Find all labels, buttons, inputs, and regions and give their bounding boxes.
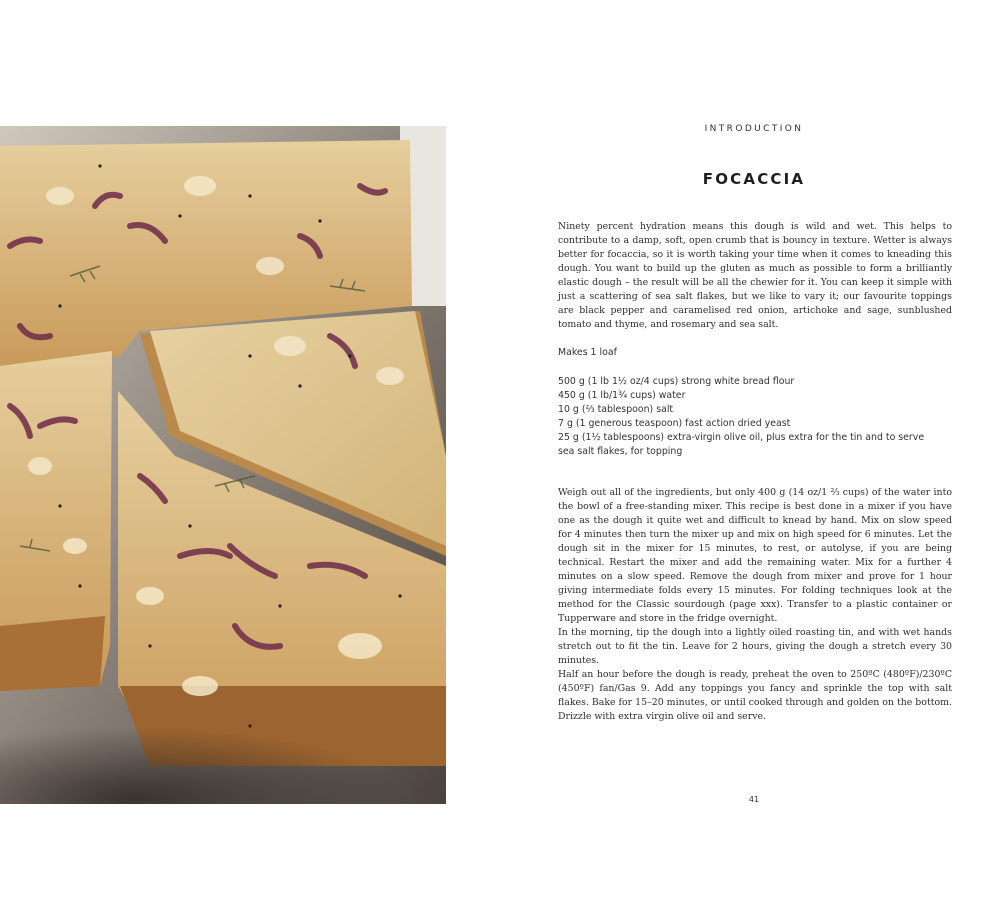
ingredient-item: 500 g (1 lb 1½ oz/4 cups) strong white bread flour: [558, 376, 795, 387]
method-step: In the morning, tip the dough into a lightly oiled roasting tin, and with wet hands stretch out to fit the tin. Leave for 2 hours, giving the dough a stretch every 30 minutes.: [558, 627, 952, 666]
ingredient-item: 25 g (1½ tablespoons) extra-virgin olive oil, plus extra for the tin and to serve: [558, 432, 925, 443]
ingredient-item: 10 g (⅔ tablespoon) salt: [558, 404, 674, 415]
section-label: INTRODUCTION: [704, 124, 804, 134]
ingredient-item: 450 g (1 lb/1¾ cups) water: [558, 390, 686, 401]
focaccia-photo: [0, 126, 446, 804]
ingredient-item: sea salt flakes, for topping: [558, 446, 683, 457]
method-step: Weigh out all of the ingredients, but only 400 g (14 oz/1 ⅔ cups) of the water into the bowl of a free-standing mixer. This recipe is best done in a mixer if you have one as the dough it quite wet and difficult to knead by hand. Mix on slow speed for 4 minutes then turn the mixer up and mix on high speed for 6 minutes. Let the dough sit in the mixer for 15 minutes, to rest, or autolyse, if you are being technical. Restart the mixer and add the remaining water. Mix for a further 4 minutes on a slow speed. Remove the dough from mixer and prove for 1 hour giving intermediate folds every 15 minutes. For folding techniques look at the method for the Classic sourdough (page xxx). Transfer to a plastic container or Tupperware and store in the fridge overnight.: [558, 487, 952, 624]
intro-paragraph: Ninety percent hydration means this dough is wild and wet. This helps to contribute to a damp, soft, open crumb that is bouncy in texture. Wetter is always better for focaccia, so it is worth taking your time when it comes to kneading this dough. You want to build up the gluten as much as possible to form a brilliantly elastic dough – the result will be all the chewier for it. You can keep it simple with just a scattering of sea salt flakes, but we like to vary it; our favourite toppings are black pepper and caramelised red onion, artichoke and sage, sunblushed tomato and thyme, and rosemary and sea salt.: [558, 221, 952, 330]
method-step: Half an hour before the dough is ready, preheat the oven to 250ºC (480ºF)/230ºC (450ºF) fan/Gas 9. Add any toppings you fancy and sprinkle the top with salt flakes. Bake for 15–20 minutes, or until cooked through and golden on the bottom. Drizzle with extra virgin olive oil and serve.: [558, 669, 952, 722]
recipe-title: FOCACCIA: [702, 170, 806, 188]
recipe-page: [540, 0, 960, 913]
page-number: 41: [748, 795, 760, 804]
yield-text: Makes 1 loaf: [558, 347, 617, 358]
ingredients-list: [558, 375, 924, 459]
ingredient-item: 7 g (1 generous teaspoon) fast action dried yeast: [558, 418, 791, 429]
